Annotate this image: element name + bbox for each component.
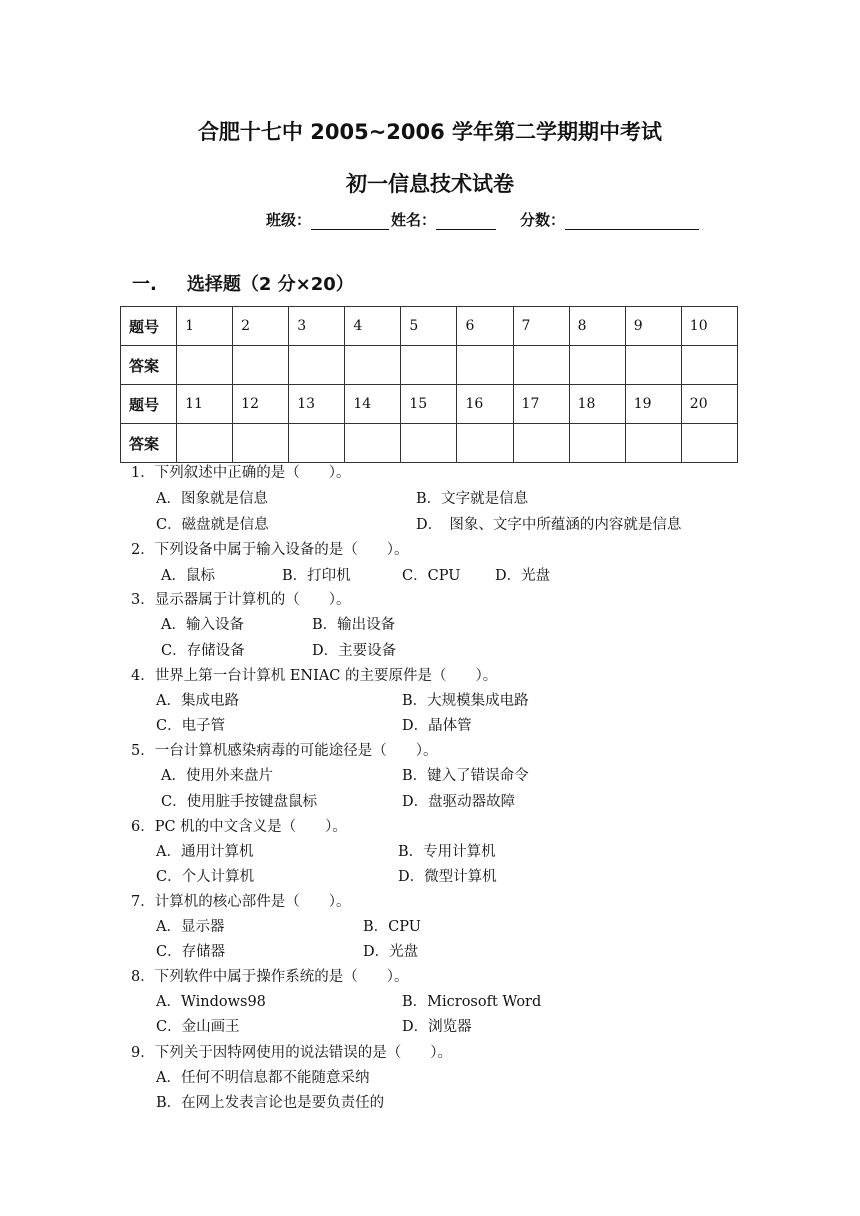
score-label: 分数：: [520, 211, 566, 229]
question-6: 6．PC 机的中文含义是（ ）。: [131, 819, 347, 835]
q6-option-c[interactable]: C．个人计算机: [156, 869, 255, 885]
q4-option-b[interactable]: B．大规模集成电路: [402, 693, 529, 709]
q6-option-a[interactable]: A．通用计算机: [156, 844, 254, 860]
answer-cell[interactable]: [177, 424, 233, 463]
q5-option-b[interactable]: B．键入了错误命令: [402, 768, 529, 784]
answer-cell[interactable]: [345, 346, 401, 385]
table-row: [121, 385, 738, 424]
answer-cell[interactable]: [513, 424, 569, 463]
question-number-cell: 15: [401, 385, 457, 424]
answer-cell[interactable]: [625, 424, 681, 463]
answer-cell[interactable]: [681, 346, 737, 385]
q7-option-c[interactable]: C．存储器: [156, 944, 226, 960]
question-number-cell: 7: [513, 307, 569, 346]
answer-cell[interactable]: [401, 424, 457, 463]
question-3: 3．显示器属于计算机的（ ）。: [131, 592, 351, 608]
row-label: 答案: [121, 346, 177, 385]
section-number: 一.: [132, 274, 157, 295]
q1-option-a[interactable]: A．图象就是信息: [156, 491, 268, 507]
q4-option-d[interactable]: D．晶体管: [402, 718, 472, 734]
q9-option-a[interactable]: A．任何不明信息都不能随意采纳: [156, 1070, 370, 1086]
row-label: 题号: [121, 385, 177, 424]
q8-option-b[interactable]: B．Microsoft Word: [402, 994, 542, 1010]
answer-table: [120, 306, 738, 463]
question-number-cell: 14: [345, 385, 401, 424]
q5-option-d[interactable]: D．盘驱动器故障: [402, 794, 516, 810]
question-number-cell: 12: [233, 385, 289, 424]
name-label: 姓名：: [391, 211, 437, 229]
question-number-cell: 9: [625, 307, 681, 346]
q9-option-b[interactable]: B．在网上发表言论也是要负责任的: [156, 1095, 385, 1111]
question-number-cell: 20: [681, 385, 737, 424]
exam-subtitle: 初一信息技术试卷: [346, 172, 514, 196]
answer-cell[interactable]: [569, 424, 625, 463]
question-number-cell: 16: [457, 385, 513, 424]
question-5: 5．一台计算机感染病毒的可能途径是（ ）。: [131, 743, 438, 759]
question-2: 2．下列设备中属于输入设备的是（ ）。: [131, 542, 409, 558]
name-blank[interactable]: [436, 212, 496, 230]
q8-option-d[interactable]: D．浏览器: [402, 1019, 472, 1035]
table-row: [121, 346, 738, 385]
question-number-cell: 17: [513, 385, 569, 424]
table-row: [121, 424, 738, 463]
q2-option-d[interactable]: D．光盘: [495, 568, 551, 584]
answer-cell[interactable]: [177, 346, 233, 385]
class-label: 班级：: [266, 211, 312, 229]
q1-option-d[interactable]: D． 图象、文字中所蕴涵的内容就是信息: [416, 517, 682, 533]
q6-option-b[interactable]: B．专用计算机: [398, 844, 496, 860]
question-number-cell: 3: [289, 307, 345, 346]
answer-cell[interactable]: [569, 346, 625, 385]
q1-option-c[interactable]: C．磁盘就是信息: [156, 517, 269, 533]
q3-option-c[interactable]: C．存储设备: [161, 643, 245, 659]
q7-option-b[interactable]: B．CPU: [363, 919, 421, 935]
question-9: 9．下列关于因特网使用的说法错误的是（ ）。: [131, 1045, 452, 1061]
q7-option-d[interactable]: D．光盘: [363, 944, 419, 960]
question-number-cell: 8: [569, 307, 625, 346]
answer-cell[interactable]: [289, 346, 345, 385]
answer-cell[interactable]: [513, 346, 569, 385]
answer-cell[interactable]: [681, 424, 737, 463]
question-number-cell: 11: [177, 385, 233, 424]
question-number-cell: 4: [345, 307, 401, 346]
answer-cell[interactable]: [233, 346, 289, 385]
student-info-line: [266, 209, 701, 230]
q4-option-c[interactable]: C．电子管: [156, 718, 226, 734]
q8-option-a[interactable]: A．Windows98: [156, 994, 266, 1010]
class-blank[interactable]: [311, 212, 389, 230]
question-number-cell: 10: [681, 307, 737, 346]
q3-option-d[interactable]: D．主要设备: [312, 643, 397, 659]
question-number-cell: 18: [569, 385, 625, 424]
answer-cell[interactable]: [401, 346, 457, 385]
answer-cell[interactable]: [457, 346, 513, 385]
question-1: 1．下列叙述中正确的是（ ）。: [131, 465, 351, 481]
q5-option-c[interactable]: C．使用脏手按键盘鼠标: [161, 794, 318, 810]
question-number-cell: 19: [625, 385, 681, 424]
question-8: 8．下列软件中属于操作系统的是（ ）。: [131, 969, 409, 985]
answer-cell[interactable]: [625, 346, 681, 385]
section-title: 选择题（2 分×20）: [186, 274, 354, 295]
answer-cell[interactable]: [233, 424, 289, 463]
question-number-cell: 1: [177, 307, 233, 346]
answer-cell[interactable]: [289, 424, 345, 463]
score-blank[interactable]: [565, 212, 699, 230]
section-heading: [132, 270, 354, 296]
answer-cell[interactable]: [345, 424, 401, 463]
q8-option-c[interactable]: C．金山画王: [156, 1019, 240, 1035]
exam-title: 合肥十七中 2005~2006 学年第二学期期中考试: [197, 120, 663, 144]
table-row: [121, 307, 738, 346]
q4-option-a[interactable]: A．集成电路: [156, 693, 239, 709]
answer-cell[interactable]: [457, 424, 513, 463]
q6-option-d[interactable]: D．微型计算机: [398, 869, 497, 885]
question-number-cell: 6: [457, 307, 513, 346]
q1-option-b[interactable]: B．文字就是信息: [416, 491, 529, 507]
q3-option-b[interactable]: B．输出设备: [312, 617, 396, 633]
question-4: 4．世界上第一台计算机 ENIAC 的主要原件是（ ）。: [131, 668, 498, 684]
question-number-cell: 2: [233, 307, 289, 346]
question-number-cell: 13: [289, 385, 345, 424]
q3-option-a[interactable]: A．输入设备: [161, 617, 244, 633]
q5-option-a[interactable]: A．使用外来盘片: [161, 768, 273, 784]
q2-option-c[interactable]: C．CPU: [402, 568, 461, 584]
q7-option-a[interactable]: A．显示器: [156, 919, 225, 935]
q2-option-a[interactable]: A．鼠标: [161, 568, 215, 584]
row-label: 答案: [121, 424, 177, 463]
question-number-cell: 5: [401, 307, 457, 346]
row-label: 题号: [121, 307, 177, 346]
question-7: 7．计算机的核心部件是（ ）。: [131, 894, 351, 910]
q2-option-b[interactable]: B．打印机: [282, 568, 351, 584]
